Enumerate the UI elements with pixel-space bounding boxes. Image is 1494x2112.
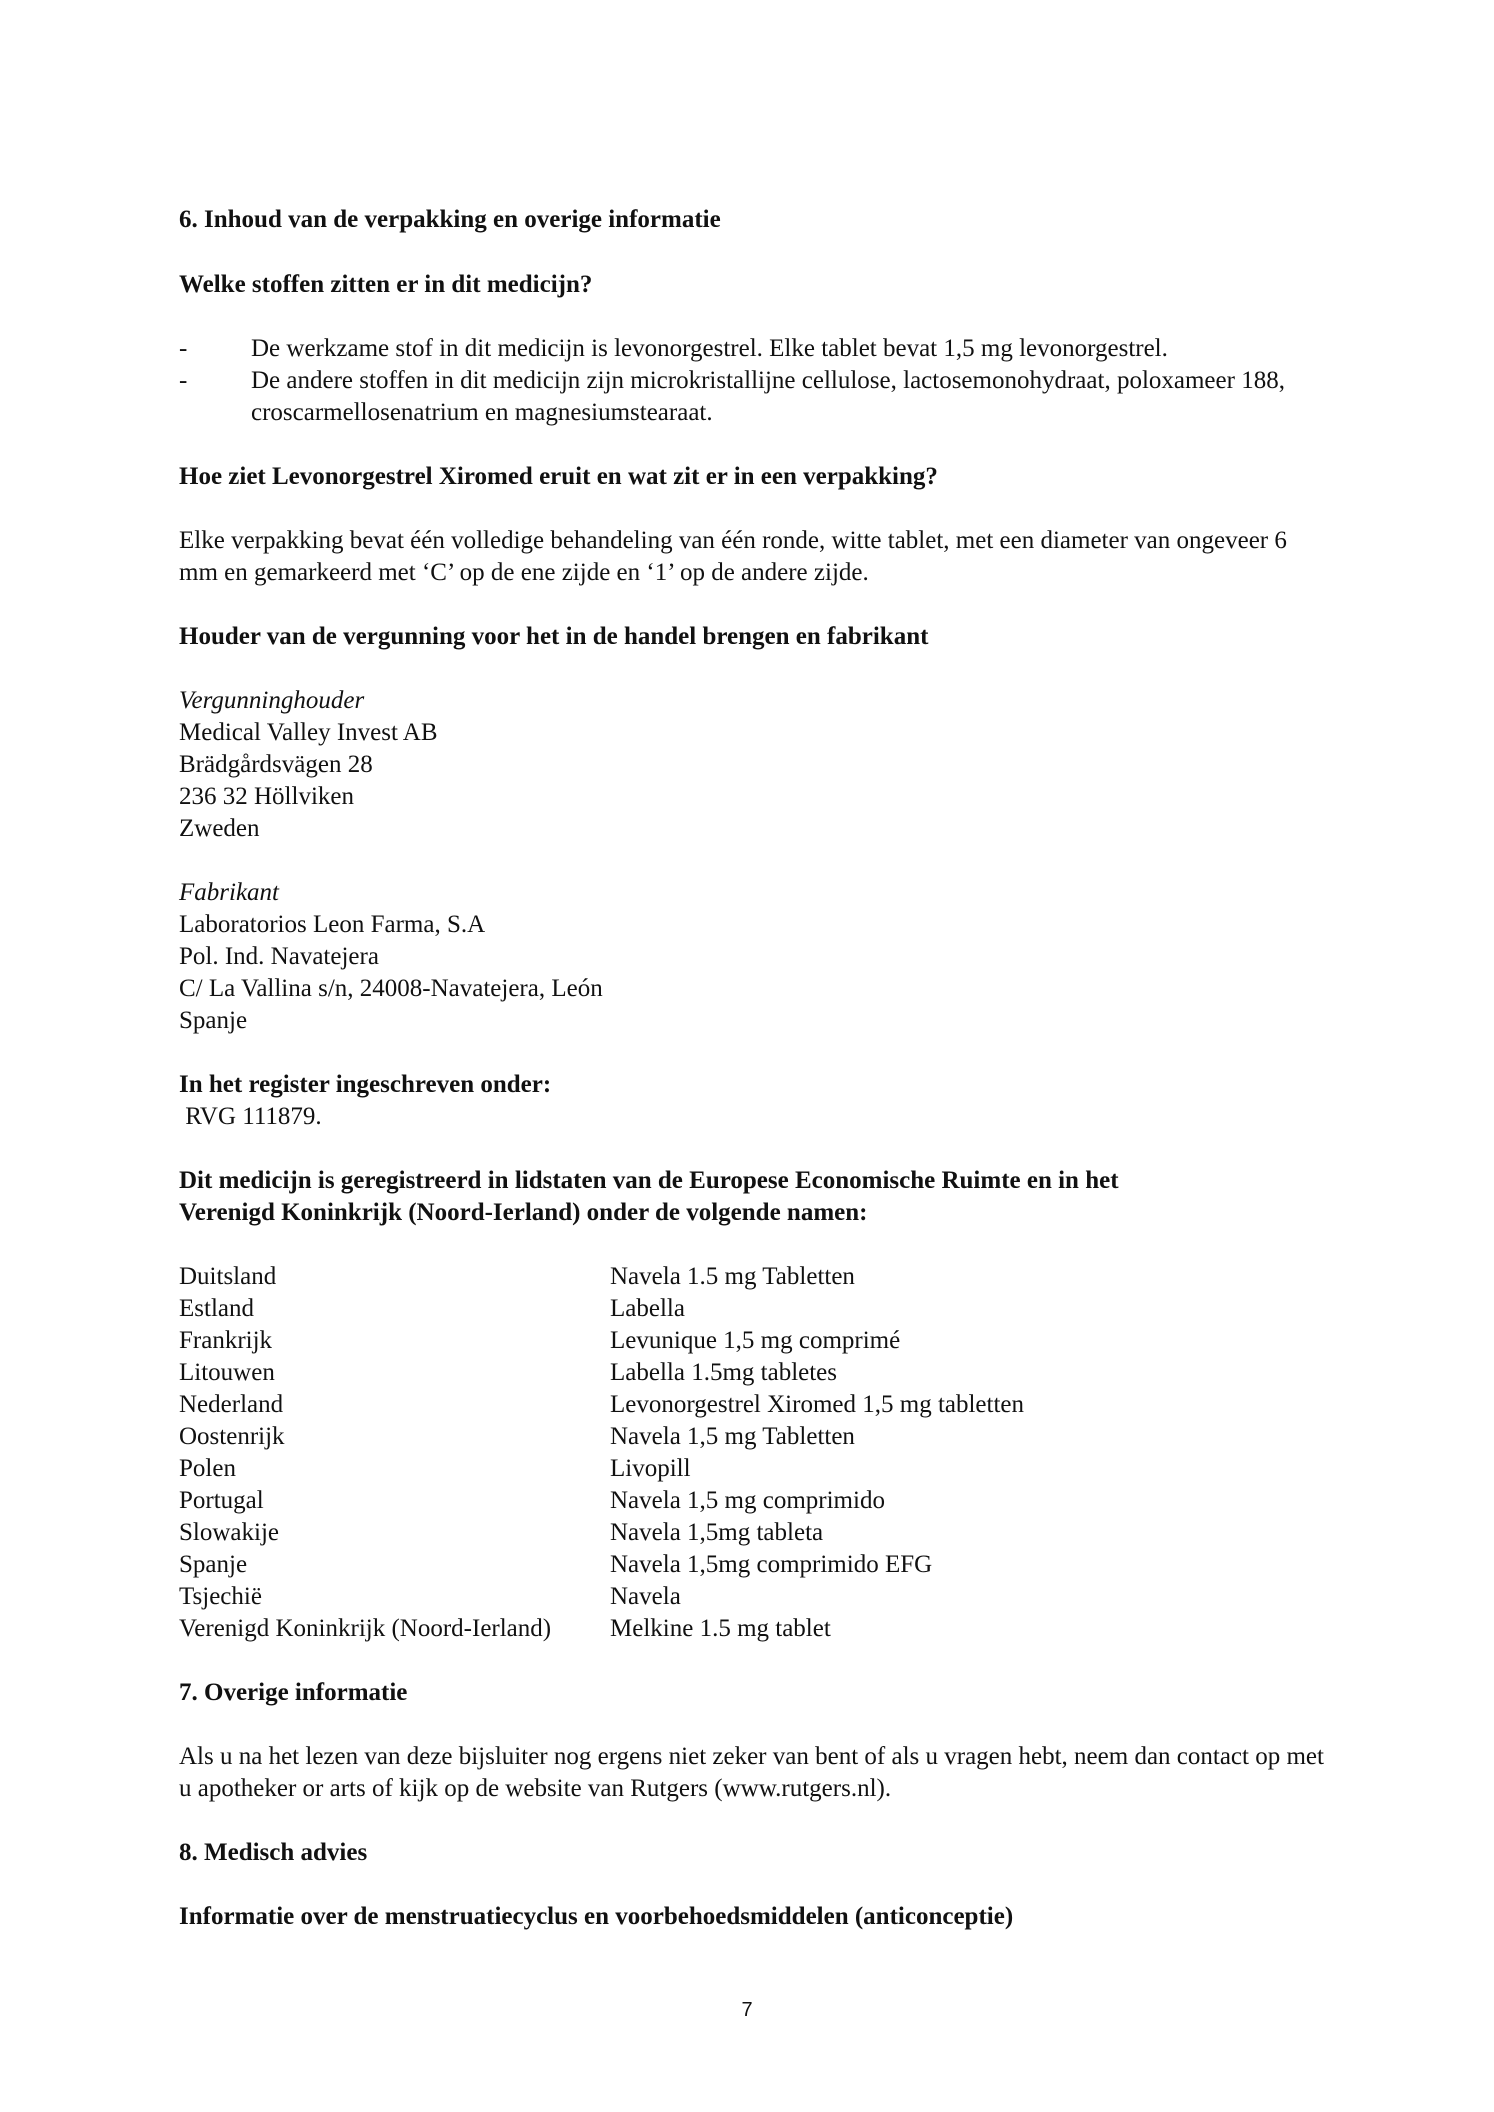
country-cell: Portugal (179, 1487, 264, 1514)
product-name-cell: Labella (610, 1295, 685, 1322)
section-8-subheading: Informatie over de menstruatiecyclus en voorbehoedsmiddelen (anticonceptie) (179, 1903, 1014, 1930)
table-row (179, 1389, 1024, 1421)
table-row (179, 1453, 1024, 1485)
product-name-cell: Melkine 1.5 mg tablet (610, 1615, 831, 1642)
product-name-cell: Navela 1,5mg comprimido EFG (610, 1551, 933, 1578)
manufacturer-line: Laboratorios Leon Farma, S.A (179, 911, 486, 938)
page-number: 7 (741, 1999, 753, 2021)
bullet-dash: - (179, 367, 188, 394)
holder-heading: Houder van de vergunning voor het in de handel brengen en fabrikant (179, 623, 929, 650)
list-item-text: De werkzame stof in dit medicijn is levonorgestrel. Elke tablet bevat 1,5 mg levonorgestrel. (251, 335, 1168, 362)
product-name-cell: Levonorgestrel Xiromed 1,5 mg tabletten (610, 1391, 1025, 1418)
substances-list (179, 333, 1329, 429)
section-7-heading: 7. Overige informatie (179, 1679, 408, 1706)
bullet-dash: - (179, 335, 188, 362)
substances-heading: Welke stoffen zitten er in dit medicijn? (179, 271, 593, 298)
product-name-cell: Levunique 1,5 mg comprimé (610, 1327, 901, 1354)
table-row (179, 1517, 1024, 1549)
country-cell: Litouwen (179, 1359, 275, 1386)
table-row (179, 1293, 1024, 1325)
register-value: RVG 111879. (179, 1103, 322, 1130)
product-name-cell: Navela 1,5mg tableta (610, 1519, 824, 1546)
manufacturer-line: Spanje (179, 1007, 248, 1034)
registered-names-table (179, 1261, 1024, 1645)
manufacturer-label: Fabrikant (179, 879, 279, 906)
product-name-cell: Livopill (610, 1455, 691, 1482)
country-cell: Slowakije (179, 1519, 279, 1546)
holder-label: Vergunninghouder (179, 687, 365, 714)
holder-line: Medical Valley Invest AB (179, 719, 438, 746)
table-row (179, 1485, 1024, 1517)
table-row (179, 1549, 1024, 1581)
table-row (179, 1613, 1024, 1645)
country-cell: Oostenrijk (179, 1423, 285, 1450)
country-cell: Duitsland (179, 1263, 277, 1290)
appearance-heading: Hoe ziet Levonorgestrel Xiromed eruit en wat zit er in een verpakking? (179, 463, 938, 490)
country-cell: Tsjechië (179, 1583, 262, 1610)
table-row (179, 1357, 1024, 1389)
section-6-heading: 6. Inhoud van de verpakking en overige informatie (179, 206, 721, 233)
holder-line: Brädgårdsvägen 28 (179, 751, 373, 778)
eea-heading-line-2: Verenigd Koninkrijk (Noord-Ierland) onder de volgende namen: (179, 1199, 868, 1226)
table-row (179, 1581, 1024, 1613)
table-row (179, 1261, 1024, 1293)
country-cell: Spanje (179, 1551, 248, 1578)
product-name-cell: Navela 1,5 mg comprimido (610, 1487, 885, 1514)
country-cell: Verenigd Koninkrijk (Noord-Ierland) (179, 1615, 552, 1642)
manufacturer-line: Pol. Ind. Navatejera (179, 943, 379, 970)
table-row (179, 1421, 1024, 1453)
section-8-heading: 8. Medisch advies (179, 1839, 368, 1866)
product-name-cell: Navela 1.5 mg Tabletten (610, 1263, 855, 1290)
product-name-cell: Navela 1,5 mg Tabletten (610, 1423, 855, 1450)
manufacturer-line: C/ La Vallina s/n, 24008-Navatejera, León (179, 975, 603, 1002)
list-item (179, 333, 1329, 365)
country-cell: Polen (179, 1455, 236, 1482)
register-heading: In het register ingeschreven onder: (179, 1071, 552, 1098)
country-cell: Frankrijk (179, 1327, 273, 1354)
table-row (179, 1325, 1024, 1357)
holder-line: Zweden (179, 815, 260, 842)
list-item (179, 365, 1329, 429)
list-item-text: De andere stoffen in dit medicijn zijn microkristallijne cellulose, lactosemonohydraat, poloxameer 188, croscarmellosenatrium en magnesiumstearaat. (251, 367, 1285, 426)
appearance-text: Elke verpakking bevat één volledige behandeling van één ronde, witte tablet, met een diameter van ongeveer 6 mm en gemarkeerd met ‘C’ op de ene zijde en ‘1’ op de andere zijde. (179, 527, 1287, 586)
country-cell: Estland (179, 1295, 254, 1322)
section-7-text: Als u na het lezen van deze bijsluiter nog ergens niet zeker van bent of als u vragen hebt, neem dan contact op met u apotheker or arts of kijk op de website van Rutgers (www.rutgers.nl). (179, 1743, 1324, 1802)
eea-heading-line-1: Dit medicijn is geregistreerd in lidstaten van de Europese Economische Ruimte en in het (179, 1167, 1119, 1194)
holder-line: 236 32 Höllviken (179, 783, 354, 810)
page-content (179, 204, 1329, 1933)
product-name-cell: Labella 1.5mg tabletes (610, 1359, 838, 1386)
country-cell: Nederland (179, 1391, 284, 1418)
product-name-cell: Navela (610, 1583, 681, 1610)
